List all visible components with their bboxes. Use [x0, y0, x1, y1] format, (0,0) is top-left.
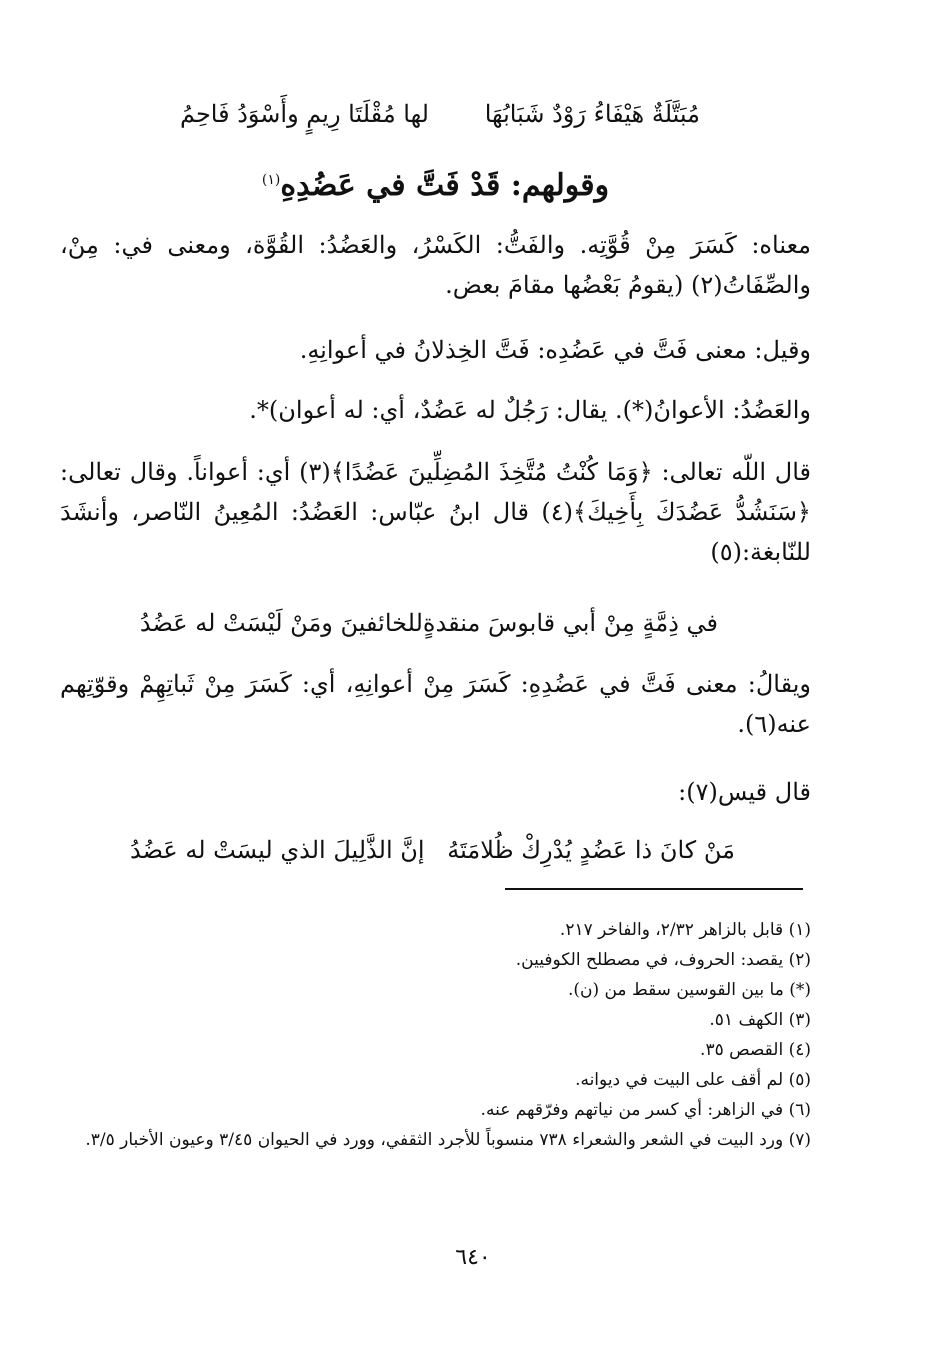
verse-left-hemistich: للخائفينَ ومَنْ لَيْسَتْ له عَضُدُ: [139, 609, 423, 637]
footnote-item: (٢) يقصد: الحروف، في مصطلح الكوفيين.: [515, 950, 811, 970]
verse-left-hemistich: لها مُقْلَتَا رِيمٍ وأَسْوَدُ فَاحِمُ: [180, 100, 429, 128]
nabigha-verse: [139, 605, 718, 641]
heading-footnote-ref: (١): [261, 172, 281, 188]
footnote-item: (٣) الكهف ٥١.: [709, 1010, 811, 1030]
footnote-item: (٦) في الزاهر: أي كسر من نياتهم وفرّقهم عنه.: [480, 1100, 811, 1120]
qays-verse: [130, 832, 735, 868]
page-number: ٦٤٠: [455, 1245, 491, 1270]
opening-verse: [180, 96, 700, 132]
footnote-separator: [505, 888, 803, 890]
paragraph-alternative-meaning: وقيل: معنى فَتَّ في عَضُدِه: فَتَّ الخِذلانُ في أعوانِهِ.: [299, 336, 811, 364]
verse-right-hemistich: مَنْ كانَ ذا عَضُدٍ يُدْرِكْ ظُلامَتَهُ: [447, 836, 735, 864]
paragraph-another-meaning: ويقالُ: معنى فَتَّ في عَضُدِهِ: كَسَرَ مِنْ أعوانِهِ، أي: كَسَرَ مِنْ ثَباتِهِمْ وقوّتِهم عنه(٦).: [60, 670, 811, 738]
paragraph-meaning: معناه: كَسَرَ مِنْ قُوَّتِه. والفَتُّ: الكَسْرُ، والعَضُدُ: القُوَّة، ومعنى في: مِنْ، والصِّفَاتُ(٢) (يقومُ بَعْضُها مقامَ بعض.: [60, 231, 811, 299]
paragraph-adud-definition: والعَضُدُ: الأعوانُ(*). يقال: رَجُلٌ له عَضُدٌ، أي: له أعوان)*.: [249, 396, 811, 424]
verse-right-hemistich: مُبَتَّلَةٌ هَيْفَاءُ رَوْدٌ شَبَابُهَا: [484, 100, 700, 128]
footnote-item: (*) ما بين القوسين سقط من (ن).: [567, 980, 811, 1000]
footnote-item: (٤) القصص ٣٥.: [700, 1040, 811, 1060]
verse-right-hemistich: في ذِمَّةٍ مِنْ أبي قابوسَ منقدةٍ: [422, 609, 718, 637]
footnote-item: (٥) لم أقف على البيت في ديوانه.: [575, 1070, 811, 1090]
paragraph-quran-citations: قال اللّه تعالى: ﴿وَمَا كُنْتُ مُتَّخِذَ المُضِلِّينَ عَضُدًا﴾(٣) أي: أعواناً. وقال تعالى: ﴿سَنَشُدُّ عَضُدَكَ بِأَخِيكَ﴾(٤) قال ابنُ عبّاس: العَضُدُ: المُعِينُ النّاصر، وأنشَدَ للنّابغة:(٥): [60, 458, 811, 566]
footnote-item: (٧) ورد البيت في الشعر والشعراء ٧٣٨ منسوباً للأجرد الثقفي، وورد في الحيوان ٣/٤٥ وعيون الأخبار ٣/٥.: [85, 1130, 811, 1150]
verse-left-hemistich: إنَّ الذَّلِيلَ الذي ليسَتْ له عَضُدُ: [130, 836, 425, 864]
footnote-item: (١) قابل بالزاهر ٢/٣٢، والفاخر ٢١٧.: [559, 920, 811, 940]
footnotes: [60, 915, 811, 1155]
section-heading: [60, 158, 811, 208]
heading-text: وقولهم: قَدْ فَتَّ في عَضُدِهِ: [280, 168, 610, 203]
paragraph-qays-intro: قال قيس(٧):: [678, 778, 811, 806]
